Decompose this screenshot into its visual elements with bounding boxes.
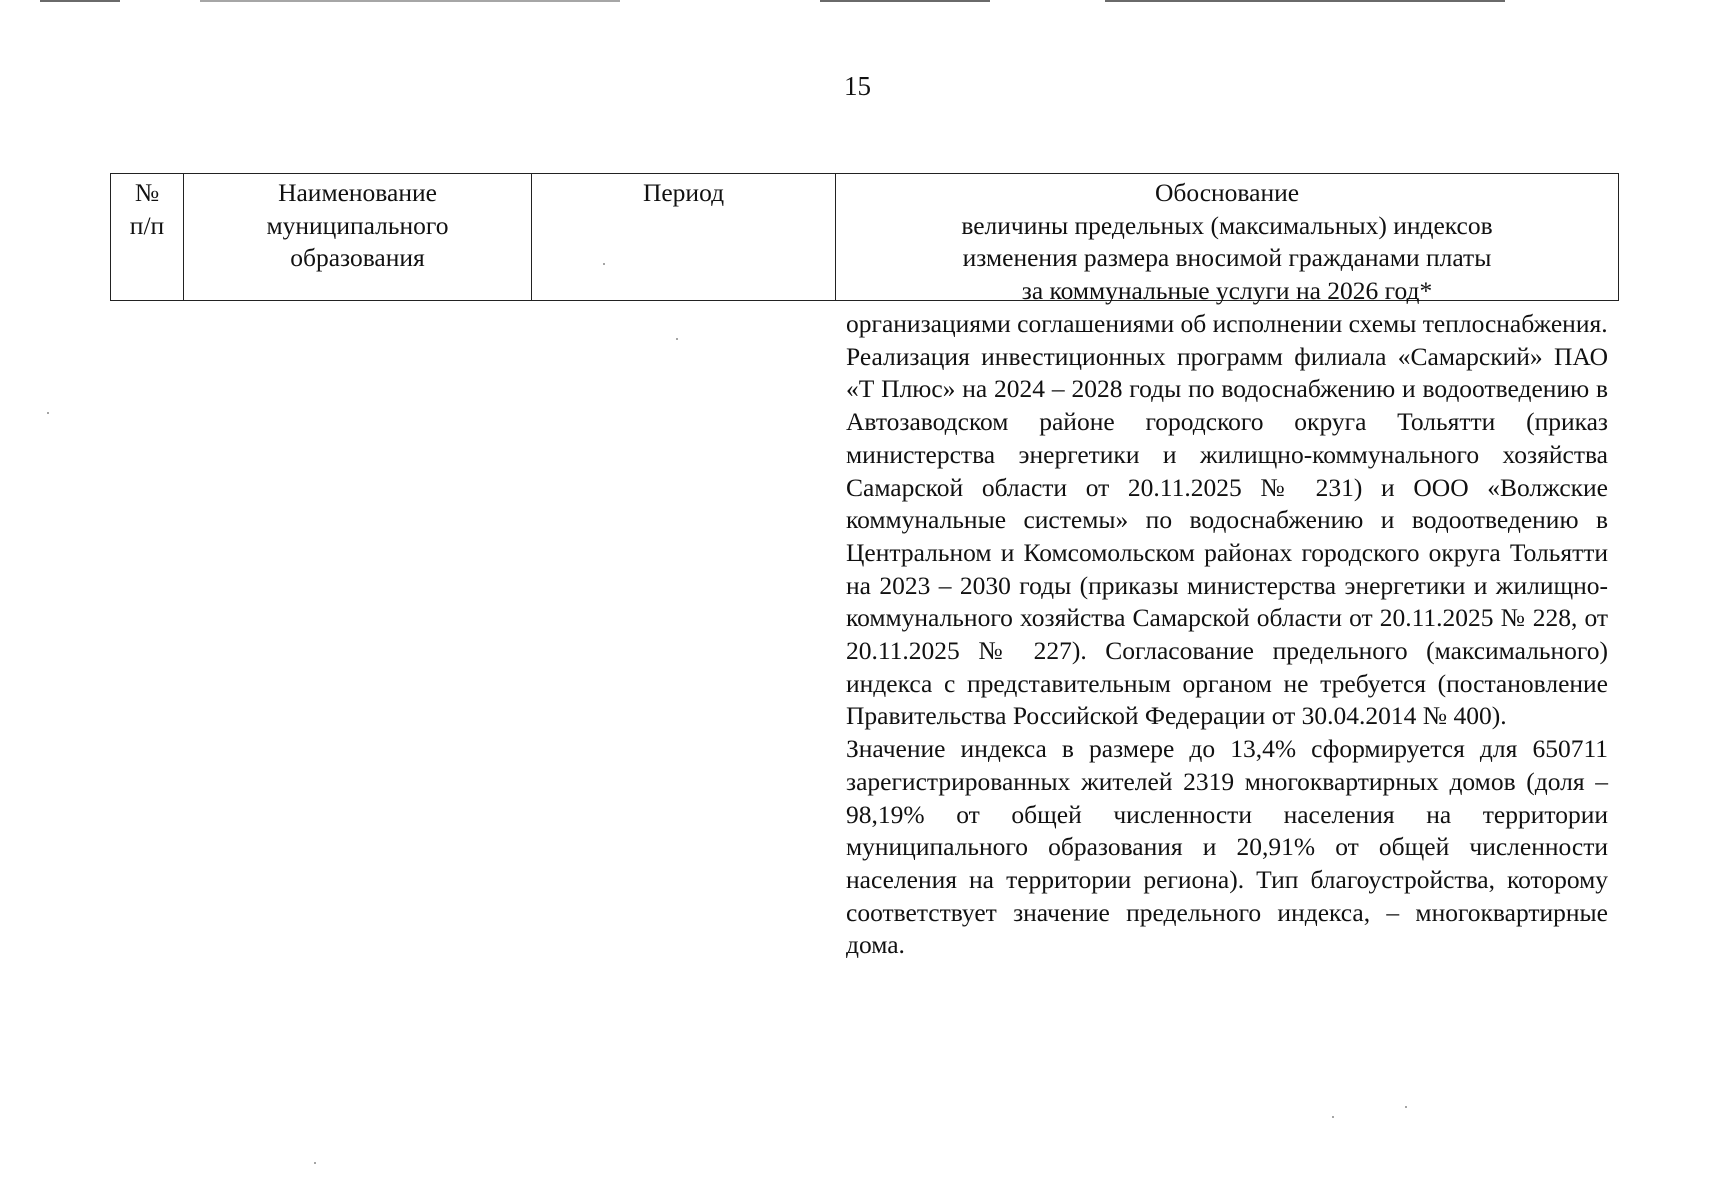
header-text: за коммунальные услуги на 2026 год* [1021,275,1433,305]
header-text: п/п [129,210,165,240]
scan-speck [603,263,605,265]
scan-artifact-line [200,0,620,2]
header-text: Наименование [278,178,437,207]
header-text: Обоснование [1154,178,1300,207]
header-text: образования [290,243,425,272]
table-header [110,173,1619,305]
scan-speck [1405,1106,1407,1108]
justification-text [846,308,1608,962]
header-cell-period [532,174,836,300]
scan-speck [1332,1116,1334,1118]
header-text: изменения размера вносимой гражданами платы [962,243,1492,272]
paragraph: Значение индекса в размере до 13,4% сформируется для 650711 зарегистрированных жителей 2319 многоквартирных домов (доля – 98,19% от общей численности населения на территории муниципального образования и 20,91% от общей численности населения на территории региона). Тип благоустройства, которому соответствует значение предельного индекса, – многоквартирные дома. [846,734,1608,960]
header-cell-municipality [184,174,532,300]
header-cell-number [111,174,184,300]
header-text: Период [642,178,725,207]
scan-speck [314,1162,316,1164]
header-text: муниципального [266,210,449,240]
page-number: 15 [844,71,871,101]
header-text: № [134,178,160,207]
paragraph: Реализация инвестиционных программ филиала «Самарский» ПАО «Т Плюс» на 2024 – 2028 годы по водоснабжению и водоотведению в Автозаводском районе городского округа Тольятти (приказ министерства энергетики и жилищно-коммунального хозяйства Самарской области от 20.11.2025 № 231) и ООО «Волжские коммунальные системы» по водоснабжению и водоотведению в Центральном и Комсомольском районах городского округа Тольятти на 2023 – 2030 годы (приказы министерства энергетики и жилищно-коммунального хозяйства Самарской области от 20.11.2025 № 228, от 20.11.2025 № 227). Согласование предельного (максимального) индекса с представительным органом не требуется (постановление Правительства Российской Федерации от 30.04.2014 № 400). [846,341,1608,731]
header-text: величины предельных (максимальных) индексов [961,210,1493,240]
paragraph: организациями соглашениями об исполнении схемы теплоснабжения. [846,309,1608,338]
scan-artifact-line [820,0,990,2]
header-cell-justification [836,174,1618,305]
scan-artifact-line [1105,0,1505,2]
scan-speck [676,338,678,340]
scan-artifact-line [40,0,120,2]
scan-speck [47,412,49,414]
